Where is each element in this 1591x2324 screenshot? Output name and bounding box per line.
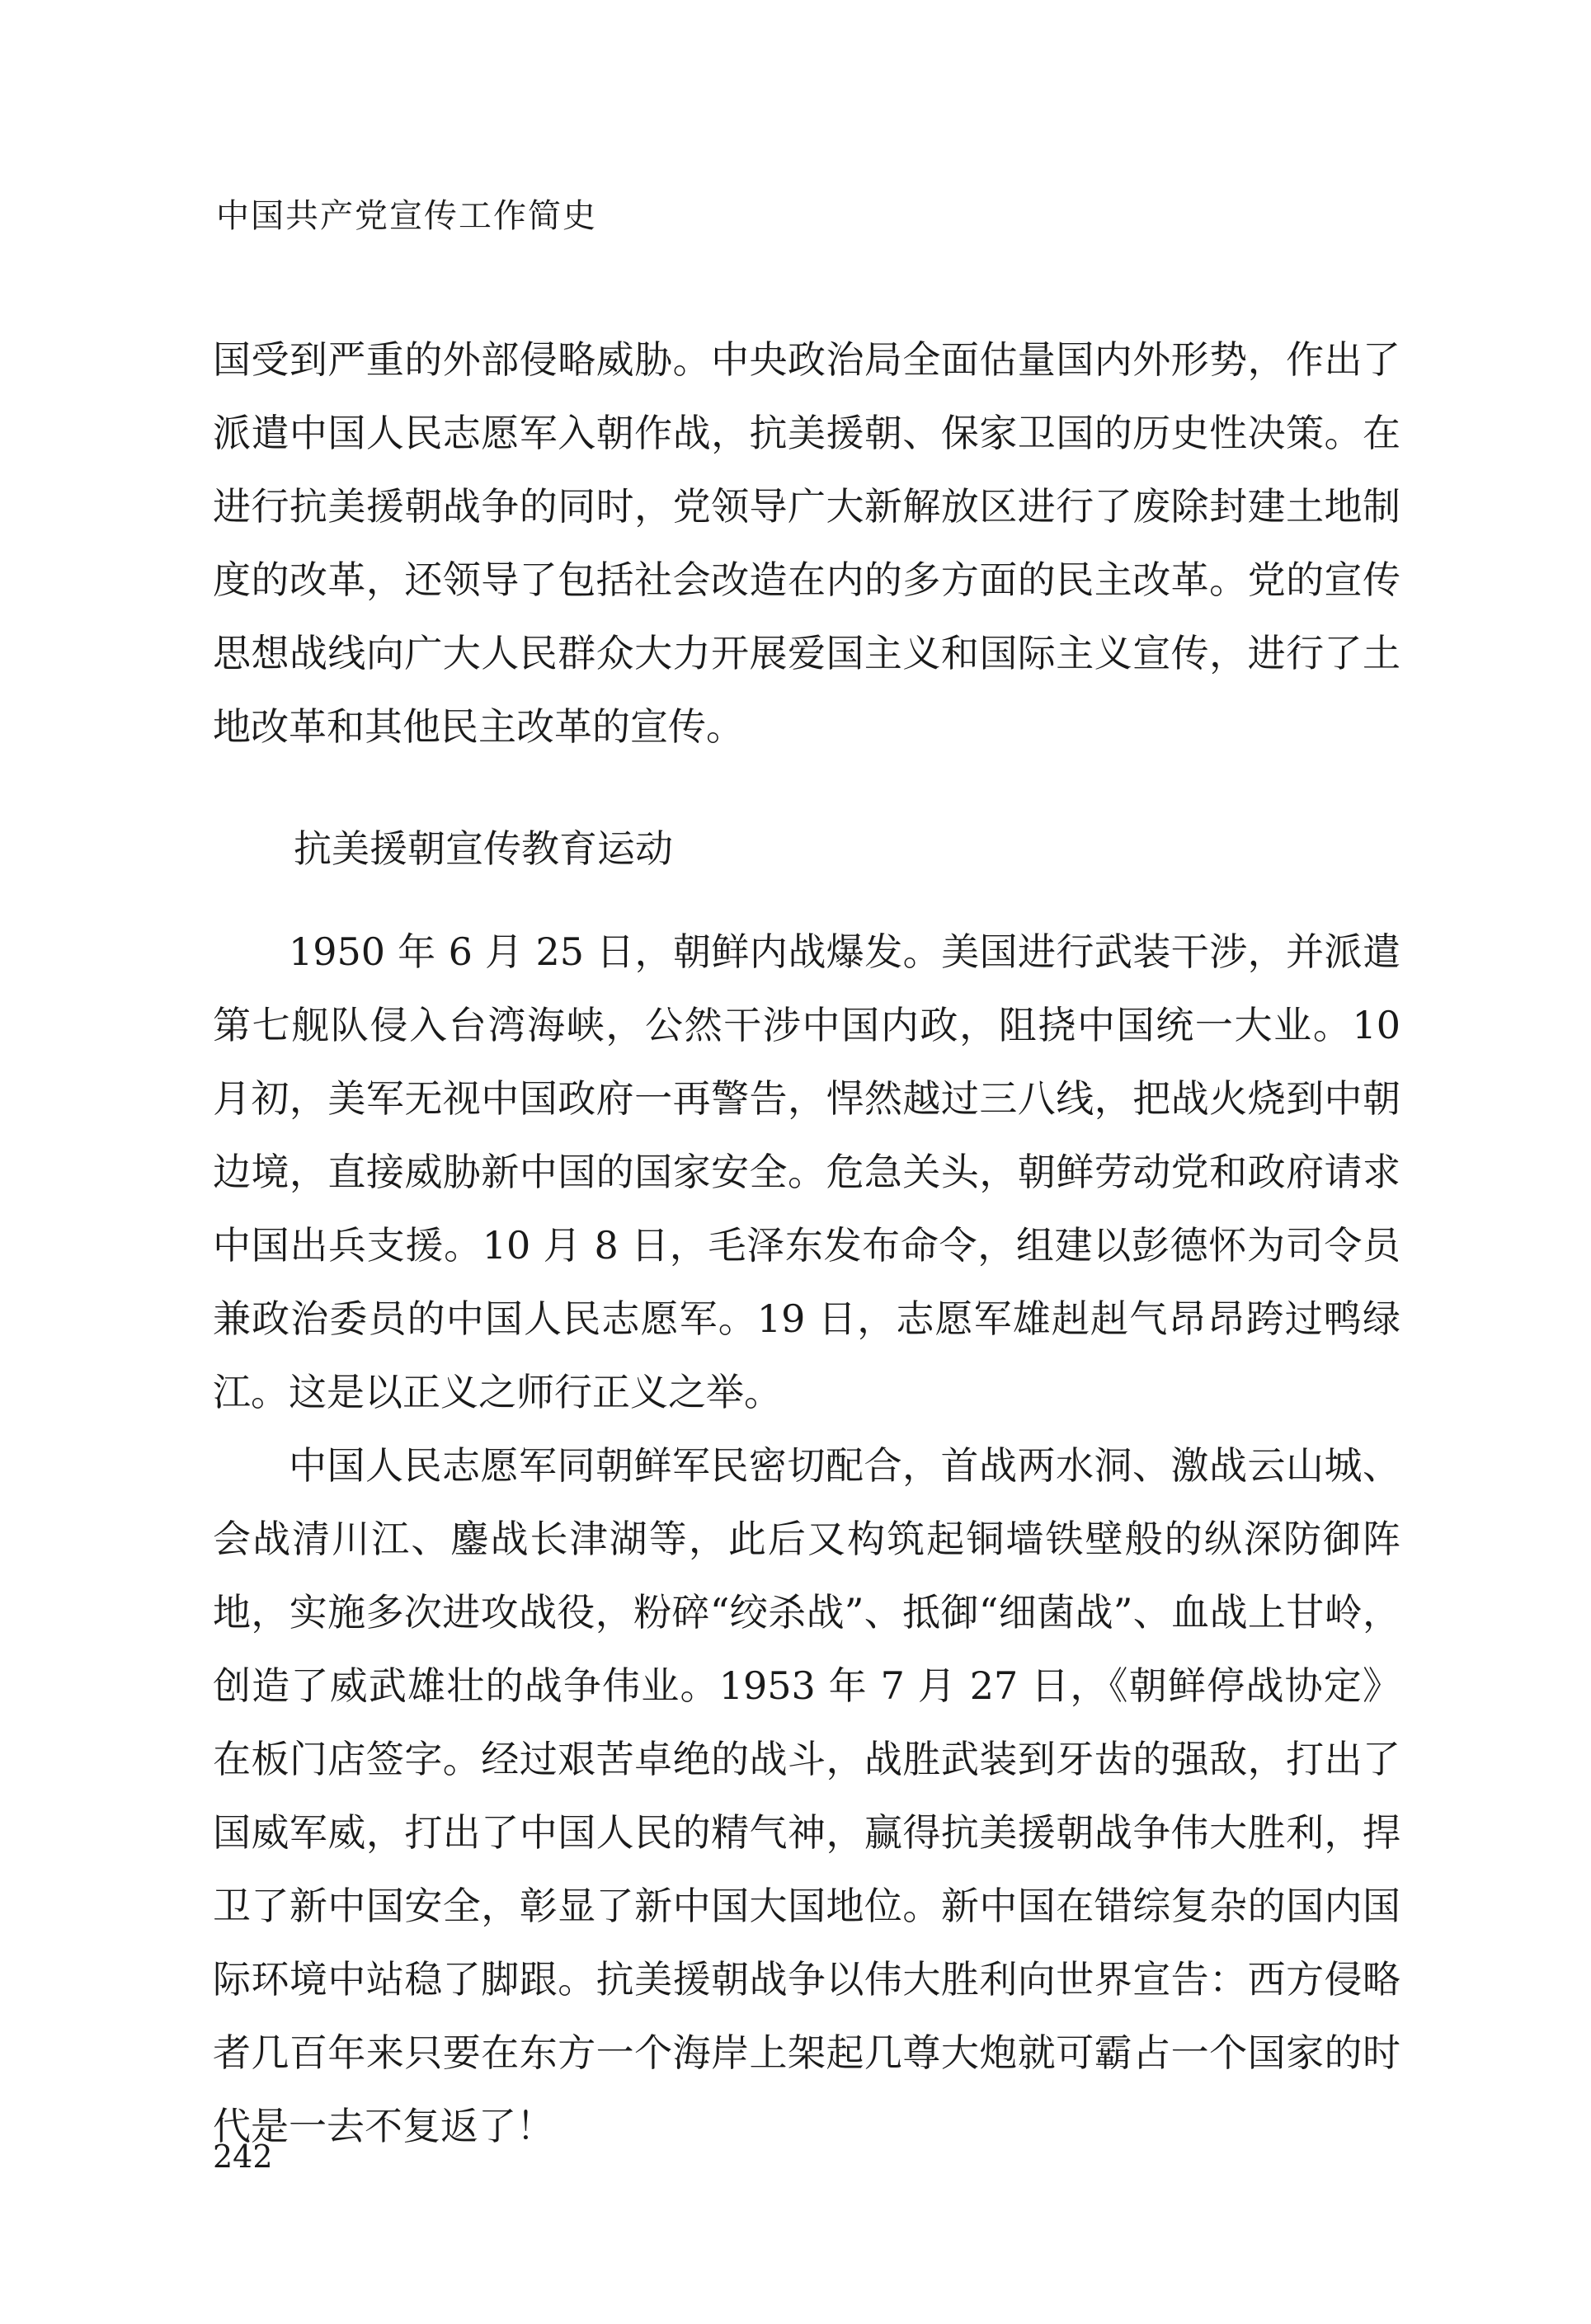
intro-paragraph: 国受到严重的外部侵略威胁。中央政治局全面估量国内外形势，作出了派遣中国人民志愿军入朝作战，抗美援朝、保家卫国的历史性决策。在进行抗美援朝战争的同时，党领导广大新解放区进行了废除封建土地制度的改革，还领导了包括社会改造在内的多方面的民主改革。党的宣传思想战线向广大人民群众大力开展爱国主义和国际主义宣传，进行了土地改革和其他民主改革的宣传。 — [213, 337, 1400, 749]
body-paragraph: 1950 年 6 月 25 日，朝鲜内战爆发。美国进行武装干涉，并派遣第七舰队侵入台湾海峡，公然干涉中国内政，阻挠中国统一大业。10 月初，美军无视中国政府一再警告，悍然越过三八线，把战火烧到中朝边境，直接威胁新中国的国家安全。危急关头，朝鲜劳动党和政府请求中国出兵支援。10 月 8 日，毛泽东发布命令，组建以彭德怀为司令员兼政治委员的中国人民志愿军。19 日，志愿军雄赳赳气昂昂跨过鸭绿江。这是以正义之师行正义之举。 — [213, 929, 1400, 1414]
page-number: 242 — [213, 2138, 273, 2175]
intro-text-block — [213, 323, 1400, 764]
running-header: 中国共产党宣传工作简史 — [216, 197, 597, 235]
body-paragraph: 中国人民志愿军同朝鲜军民密切配合，首战两水洞、激战云山城、会战清川江、鏖战长津湖等，此后又构筑起铜墙铁壁般的纵深防御阵地，实施多次进攻战役，粉碎“绞杀战”、抵御“细菌战”、血战上甘岭，创造了威武雄壮的战争伟业。1953 年 7 月 27 日，《朝鲜停战协定》在板门店签字。经过艰苦卓绝的战斗，战胜武装到牙齿的强敌，打出了国威军威，打出了中国人民的精气神，赢得抗美援朝战争伟大胜利，捍卫了新中国安全，彰显了新中国大国地位。新中国在错综复杂的国内国际环境中站稳了脚跟。抗美援朝战争以伟大胜利向世界宣告：西方侵略者几百年来只要在东方一个海岸上架起几尊大炮就可霸占一个国家的时代是一去不复返了！ — [213, 1443, 1400, 2148]
section-heading: 抗美援朝宣传教育运动 — [294, 826, 673, 871]
section-body — [213, 915, 1400, 2163]
